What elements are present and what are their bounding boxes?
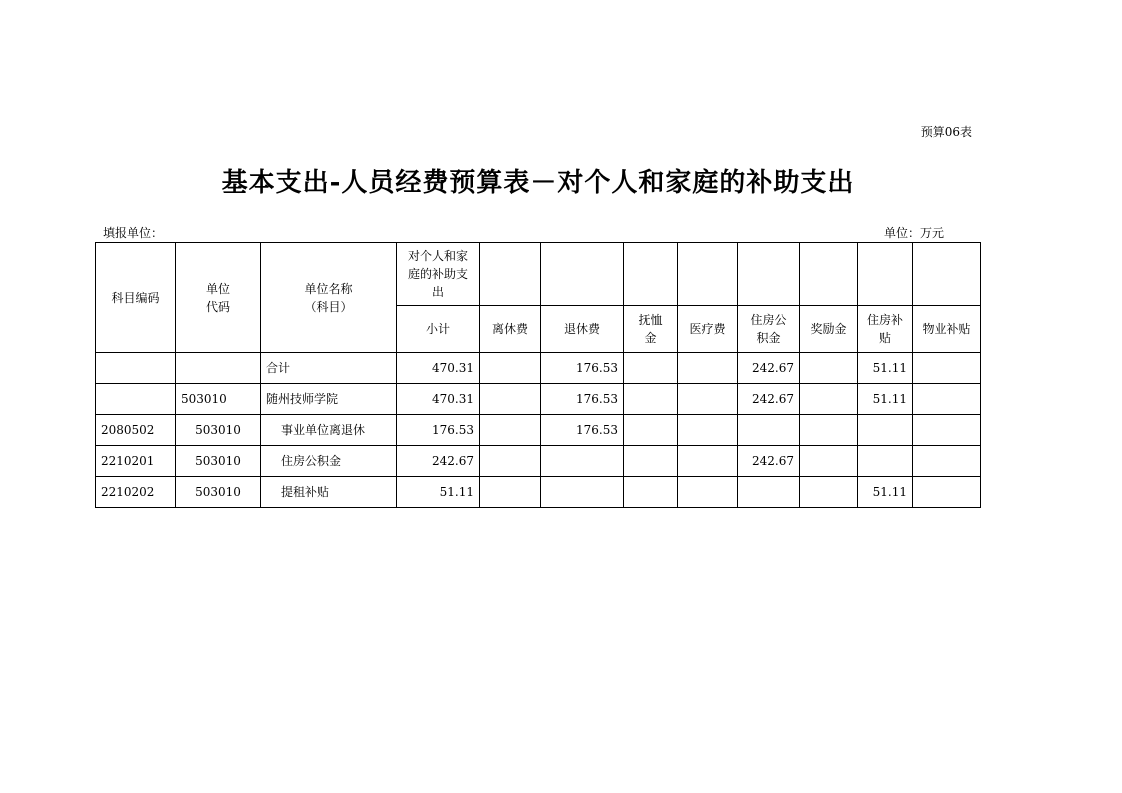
header-row-1 bbox=[96, 243, 981, 306]
budget-table bbox=[95, 242, 981, 508]
cell-unit-code: 503010 bbox=[176, 477, 261, 508]
cell-subject-code bbox=[96, 384, 176, 415]
page-title: 基本支出-人员经费预算表－对个人和家庭的补助支出 bbox=[221, 168, 855, 198]
cell-housing-fund: 242.67 bbox=[738, 446, 800, 477]
cell-housing-fund: 242.67 bbox=[738, 384, 800, 415]
header-group-text: 对个人和家 庭的补助支 出 bbox=[407, 249, 468, 299]
cell-unit-code: 503010 bbox=[176, 415, 261, 446]
cell-pension bbox=[624, 353, 678, 384]
cell-unit-code bbox=[176, 353, 261, 384]
cell-housing-fund bbox=[738, 415, 800, 446]
cell-pension bbox=[624, 415, 678, 446]
cell-housing-subsidy bbox=[858, 415, 913, 446]
cell-tuixiu bbox=[541, 477, 624, 508]
cell-tuixiu: 176.53 bbox=[541, 384, 624, 415]
cell-subject-code: 2210202 bbox=[96, 477, 176, 508]
table-row bbox=[96, 415, 981, 446]
cell-pension bbox=[624, 446, 678, 477]
cell-bonus bbox=[800, 384, 858, 415]
table-row bbox=[96, 446, 981, 477]
cell-unit-code: 503010 bbox=[176, 446, 261, 477]
cell-subject-code: 2210201 bbox=[96, 446, 176, 477]
cell-medical bbox=[678, 415, 738, 446]
cell-housing-subsidy bbox=[858, 446, 913, 477]
cell-housing-fund: 242.67 bbox=[738, 353, 800, 384]
cell-housing-subsidy: 51.11 bbox=[858, 477, 913, 508]
header-empty bbox=[913, 243, 981, 306]
cell-housing-fund bbox=[738, 477, 800, 508]
cell-bonus bbox=[800, 477, 858, 508]
header-medical: 医疗费 bbox=[678, 306, 738, 353]
header-housing-subsidy-text: 住房补 贴 bbox=[866, 313, 903, 345]
cell-medical bbox=[678, 353, 738, 384]
cell-medical bbox=[678, 384, 738, 415]
cell-subject-code: 2080502 bbox=[96, 415, 176, 446]
cell-unit-name: 合计 bbox=[261, 353, 397, 384]
cell-property bbox=[913, 384, 981, 415]
cell-property bbox=[913, 353, 981, 384]
reporting-unit-label: 填报单位： bbox=[103, 226, 164, 240]
cell-subtotal: 51.11 bbox=[397, 477, 480, 508]
cell-property bbox=[913, 415, 981, 446]
cell-unit-name: 随州技师学院 bbox=[261, 384, 397, 415]
cell-subtotal: 470.31 bbox=[397, 384, 480, 415]
header-subject-code-text: 科目编码 bbox=[111, 290, 160, 305]
header-housing-fund-text: 住房公 积金 bbox=[750, 313, 787, 345]
header-unit-name-text: 单位名称 （科目） bbox=[304, 281, 353, 314]
form-code: 预算06表 bbox=[920, 125, 972, 139]
header-empty bbox=[624, 243, 678, 306]
table-row bbox=[96, 477, 981, 508]
header-lixiu: 离休费 bbox=[480, 306, 541, 353]
header-empty bbox=[858, 243, 913, 306]
cell-pension bbox=[624, 477, 678, 508]
cell-medical bbox=[678, 446, 738, 477]
header-subject-code bbox=[96, 243, 176, 353]
cell-unit-name: 事业单位离退休 bbox=[261, 415, 397, 446]
table-row bbox=[96, 353, 981, 384]
header-empty bbox=[480, 243, 541, 306]
cell-subtotal: 470.31 bbox=[397, 353, 480, 384]
header-group bbox=[397, 243, 480, 306]
cell-tuixiu: 176.53 bbox=[541, 353, 624, 384]
header-tuixiu: 退休费 bbox=[541, 306, 624, 353]
cell-lixiu bbox=[480, 477, 541, 508]
currency-unit-label: 单位：万元 bbox=[884, 226, 945, 240]
table-row bbox=[96, 384, 981, 415]
header-property-subsidy: 物业补贴 bbox=[913, 306, 981, 353]
cell-bonus bbox=[800, 446, 858, 477]
cell-medical bbox=[678, 477, 738, 508]
cell-tuixiu bbox=[541, 446, 624, 477]
cell-pension bbox=[624, 384, 678, 415]
cell-bonus bbox=[800, 353, 858, 384]
cell-unit-name: 住房公积金 bbox=[261, 446, 397, 477]
cell-lixiu bbox=[480, 353, 541, 384]
header-unit-code bbox=[176, 243, 261, 353]
cell-property bbox=[913, 446, 981, 477]
header-bonus: 奖励金 bbox=[800, 306, 858, 353]
header-empty bbox=[800, 243, 858, 306]
header-pension bbox=[624, 306, 678, 353]
cell-subtotal: 176.53 bbox=[397, 415, 480, 446]
cell-housing-subsidy: 51.11 bbox=[858, 353, 913, 384]
header-unit-name bbox=[261, 243, 397, 353]
cell-property bbox=[913, 477, 981, 508]
header-housing-subsidy bbox=[858, 306, 913, 353]
header-pension-text: 抚恤 金 bbox=[638, 313, 663, 345]
cell-tuixiu: 176.53 bbox=[541, 415, 624, 446]
header-empty bbox=[678, 243, 738, 306]
cell-subject-code bbox=[96, 353, 176, 384]
cell-lixiu bbox=[480, 446, 541, 477]
cell-lixiu bbox=[480, 415, 541, 446]
header-empty bbox=[541, 243, 624, 306]
cell-unit-name: 提租补贴 bbox=[261, 477, 397, 508]
header-empty bbox=[738, 243, 800, 306]
cell-bonus bbox=[800, 415, 858, 446]
header-housing-fund bbox=[738, 306, 800, 353]
cell-unit-code: 503010 bbox=[176, 384, 261, 415]
header-unit-code-text: 单位 代码 bbox=[205, 281, 230, 314]
header-subtotal: 小计 bbox=[397, 306, 480, 353]
cell-housing-subsidy: 51.11 bbox=[858, 384, 913, 415]
cell-subtotal: 242.67 bbox=[397, 446, 480, 477]
cell-lixiu bbox=[480, 384, 541, 415]
